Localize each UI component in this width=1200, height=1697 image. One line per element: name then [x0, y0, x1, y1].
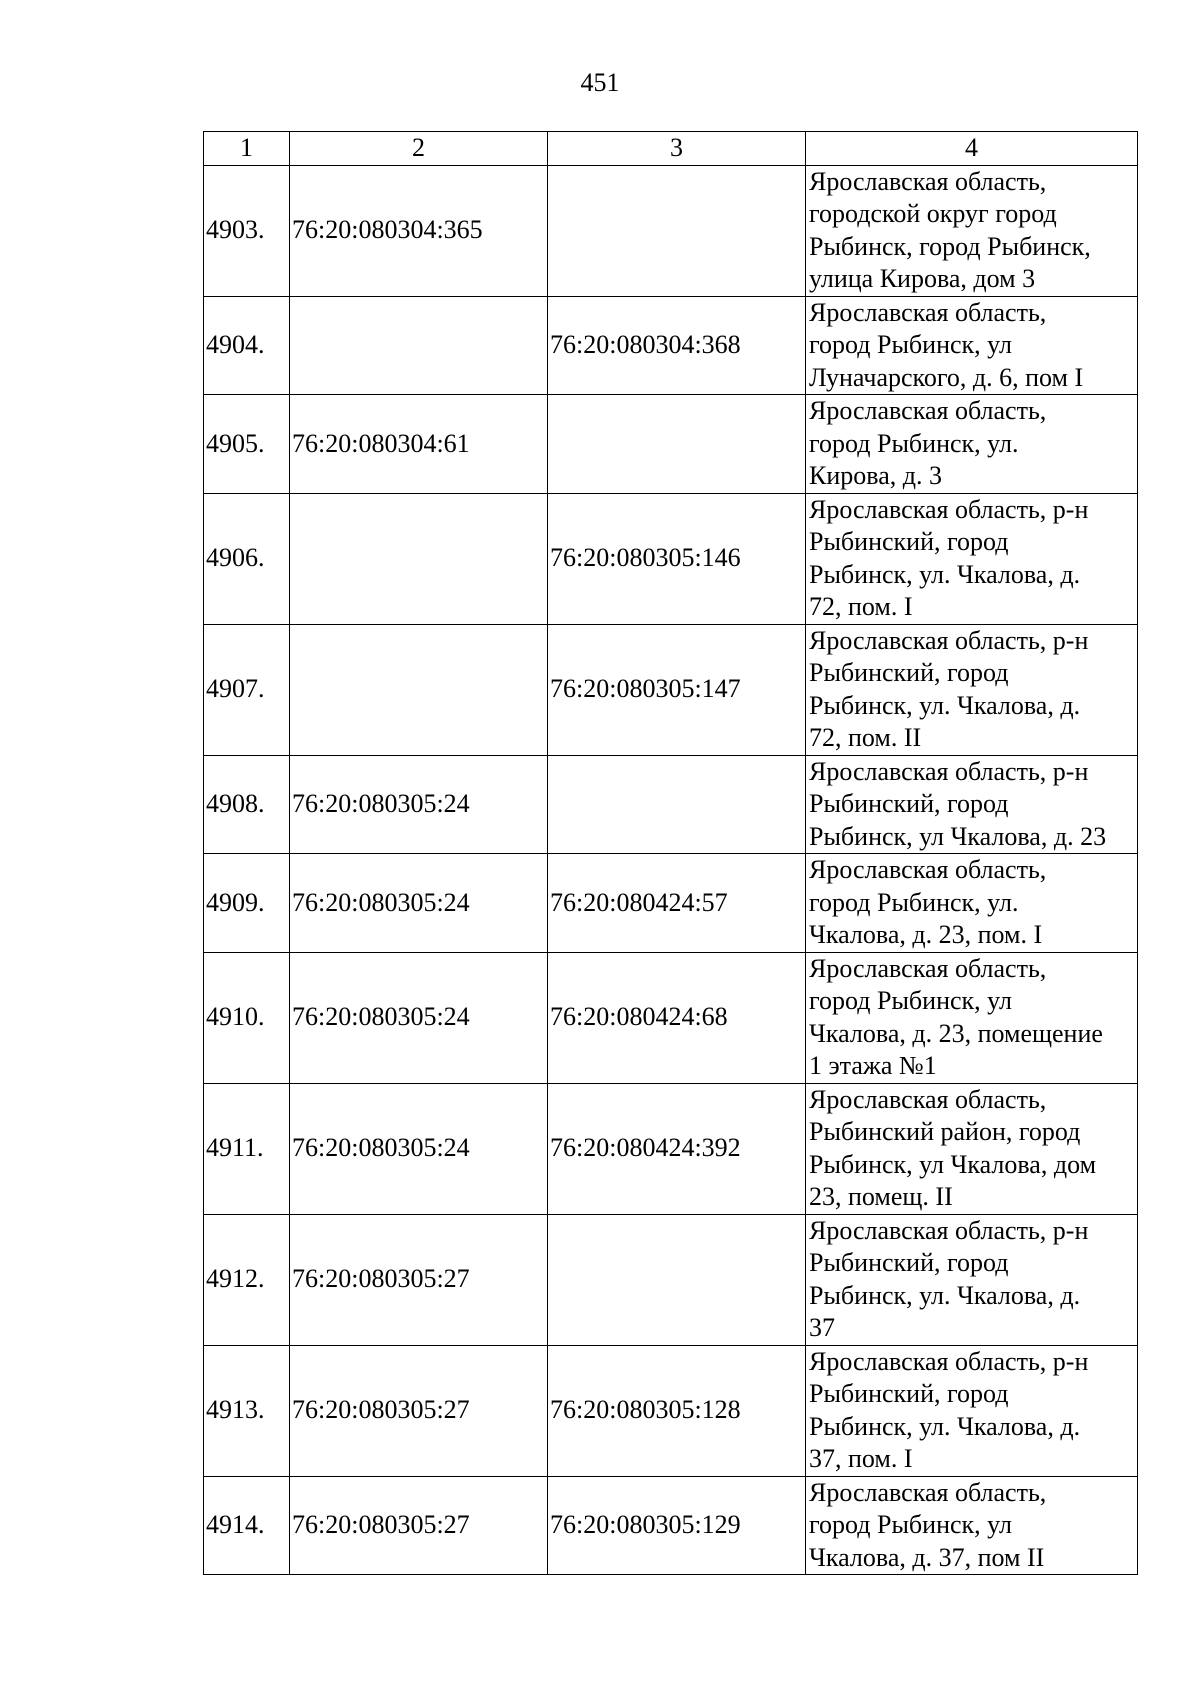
table-row [204, 296, 1138, 395]
address-line: Чкалова, д. 23, помещение [809, 1018, 1103, 1048]
table-row [204, 854, 1138, 953]
object-number-cell [548, 1214, 806, 1345]
address-line: Кирова, д. 3 [809, 461, 942, 490]
object-number-cell: 76:20:080305:146 [548, 493, 806, 624]
table-row [204, 395, 1138, 494]
address-line: Рыбинск, ул Чкалова, д. 23 [809, 821, 1107, 851]
address-line: 37, пом. I [809, 1444, 913, 1473]
address-line: Ярославская область, [809, 1477, 1047, 1507]
parcel-number-cell: 76:20:080305:24 [290, 755, 548, 854]
address-line: 23, помещ. II [809, 1182, 953, 1211]
table-body [204, 165, 1138, 1575]
table-row [204, 1214, 1138, 1345]
address-line: 72, пом. I [809, 592, 913, 621]
address-line: 37 [809, 1313, 835, 1342]
column-header-4: 4 [806, 132, 1138, 166]
object-number-cell: 76:20:080305:128 [548, 1345, 806, 1476]
address-line: Луначарского, д. 6, пом I [809, 362, 1084, 392]
address-line: Рыбинск, ул Чкалова, дом [809, 1149, 1097, 1179]
address-line: Рыбинский район, город [809, 1117, 1081, 1146]
address-line: Рыбинский, город [809, 1248, 1009, 1277]
table-header [204, 132, 1138, 166]
table-row [204, 1083, 1138, 1214]
address-line: Чкалова, д. 23, пом. I [809, 920, 1043, 949]
address-line: Ярославская область, р-н [809, 756, 1089, 786]
address-cell [806, 1083, 1138, 1214]
address-cell [806, 1214, 1138, 1345]
address-line: Рыбинск, ул. Чкалова, д. [809, 690, 1081, 720]
address-line: городской округ город [809, 199, 1057, 228]
row-number-cell: 4904. [204, 296, 290, 395]
object-number-cell: 76:20:080304:368 [548, 296, 806, 395]
table-row [204, 493, 1138, 624]
address-line: город Рыбинск, ул. [809, 428, 1019, 458]
row-number-cell: 4905. [204, 395, 290, 494]
address-line: город Рыбинск, ул [809, 330, 1012, 359]
parcel-number-cell [290, 296, 548, 395]
object-number-cell [548, 755, 806, 854]
column-header-2: 2 [290, 132, 548, 166]
row-number-cell: 4914. [204, 1476, 290, 1575]
address-cell [806, 165, 1138, 296]
row-number-cell: 4913. [204, 1345, 290, 1476]
address-cell [806, 1345, 1138, 1476]
address-cell [806, 1476, 1138, 1575]
row-number-cell: 4903. [204, 165, 290, 296]
address-line: Чкалова, д. 37, пом II [809, 1542, 1045, 1572]
object-number-cell: 76:20:080305:129 [548, 1476, 806, 1575]
address-line: улица Кирова, дом 3 [809, 264, 1036, 293]
parcel-number-cell [290, 493, 548, 624]
row-number-cell: 4906. [204, 493, 290, 624]
address-line: Рыбинский, город [809, 658, 1009, 687]
address-line: город Рыбинск, ул [809, 1510, 1012, 1539]
address-cell [806, 395, 1138, 494]
address-line: Рыбинск, ул. Чкалова, д. [809, 1280, 1081, 1310]
address-line: Рыбинск, ул. Чкалова, д. [809, 559, 1081, 589]
object-number-cell [548, 165, 806, 296]
address-line: Ярославская область, [809, 953, 1047, 983]
row-number-cell: 4909. [204, 854, 290, 953]
parcel-number-cell: 76:20:080305:24 [290, 952, 548, 1083]
table-row [204, 952, 1138, 1083]
address-line: город Рыбинск, ул [809, 986, 1012, 1015]
object-number-cell: 76:20:080424:57 [548, 854, 806, 953]
address-line: Ярославская область, р-н [809, 625, 1089, 655]
object-number-cell [548, 395, 806, 494]
address-line: Рыбинский, город [809, 789, 1009, 818]
table-row [204, 1345, 1138, 1476]
parcel-number-cell: 76:20:080304:365 [290, 165, 548, 296]
address-line: Ярославская область, [809, 855, 1047, 884]
parcel-number-cell: 76:20:080305:27 [290, 1345, 548, 1476]
address-line: Ярославская область, [809, 1084, 1047, 1114]
table-row [204, 755, 1138, 854]
address-line: Рыбинск, город Рыбинск, [809, 231, 1091, 261]
address-line: Ярославская область, р-н [809, 1346, 1089, 1376]
address-cell [806, 624, 1138, 755]
address-line: Рыбинский, город [809, 1379, 1009, 1408]
address-line: Рыбинский, город [809, 527, 1009, 556]
row-number-cell: 4907. [204, 624, 290, 755]
address-cell [806, 296, 1138, 395]
registry-table [203, 131, 1138, 1575]
table-row [204, 624, 1138, 755]
row-number-cell: 4910. [204, 952, 290, 1083]
header-row [204, 132, 1138, 166]
parcel-number-cell: 76:20:080305:27 [290, 1476, 548, 1575]
address-line: Ярославская область, р-н [809, 1215, 1089, 1245]
parcel-number-cell: 76:20:080305:24 [290, 854, 548, 953]
address-cell [806, 755, 1138, 854]
address-line: Ярославская область, [809, 297, 1047, 327]
column-header-1: 1 [204, 132, 290, 166]
parcel-number-cell: 76:20:080305:27 [290, 1214, 548, 1345]
object-number-cell: 76:20:080424:392 [548, 1083, 806, 1214]
parcel-number-cell: 76:20:080304:61 [290, 395, 548, 494]
address-line: 1 этажа №1 [809, 1051, 937, 1080]
table-row [204, 1476, 1138, 1575]
address-line: город Рыбинск, ул. [809, 887, 1019, 917]
address-line: Ярославская область, [809, 166, 1047, 196]
object-number-cell: 76:20:080305:147 [548, 624, 806, 755]
object-number-cell: 76:20:080424:68 [548, 952, 806, 1083]
row-number-cell: 4908. [204, 755, 290, 854]
parcel-number-cell [290, 624, 548, 755]
address-line: Ярославская область, [809, 396, 1047, 425]
row-number-cell: 4911. [204, 1083, 290, 1214]
page-number: 451 [580, 68, 620, 97]
column-header-3: 3 [548, 132, 806, 166]
row-number-cell: 4912. [204, 1214, 290, 1345]
table-row [204, 165, 1138, 296]
address-cell [806, 493, 1138, 624]
address-cell [806, 952, 1138, 1083]
address-line: Рыбинск, ул. Чкалова, д. [809, 1411, 1081, 1441]
address-cell [806, 854, 1138, 953]
parcel-number-cell: 76:20:080305:24 [290, 1083, 548, 1214]
address-line: Ярославская область, р-н [809, 494, 1089, 524]
address-line: 72, пом. II [809, 723, 922, 752]
